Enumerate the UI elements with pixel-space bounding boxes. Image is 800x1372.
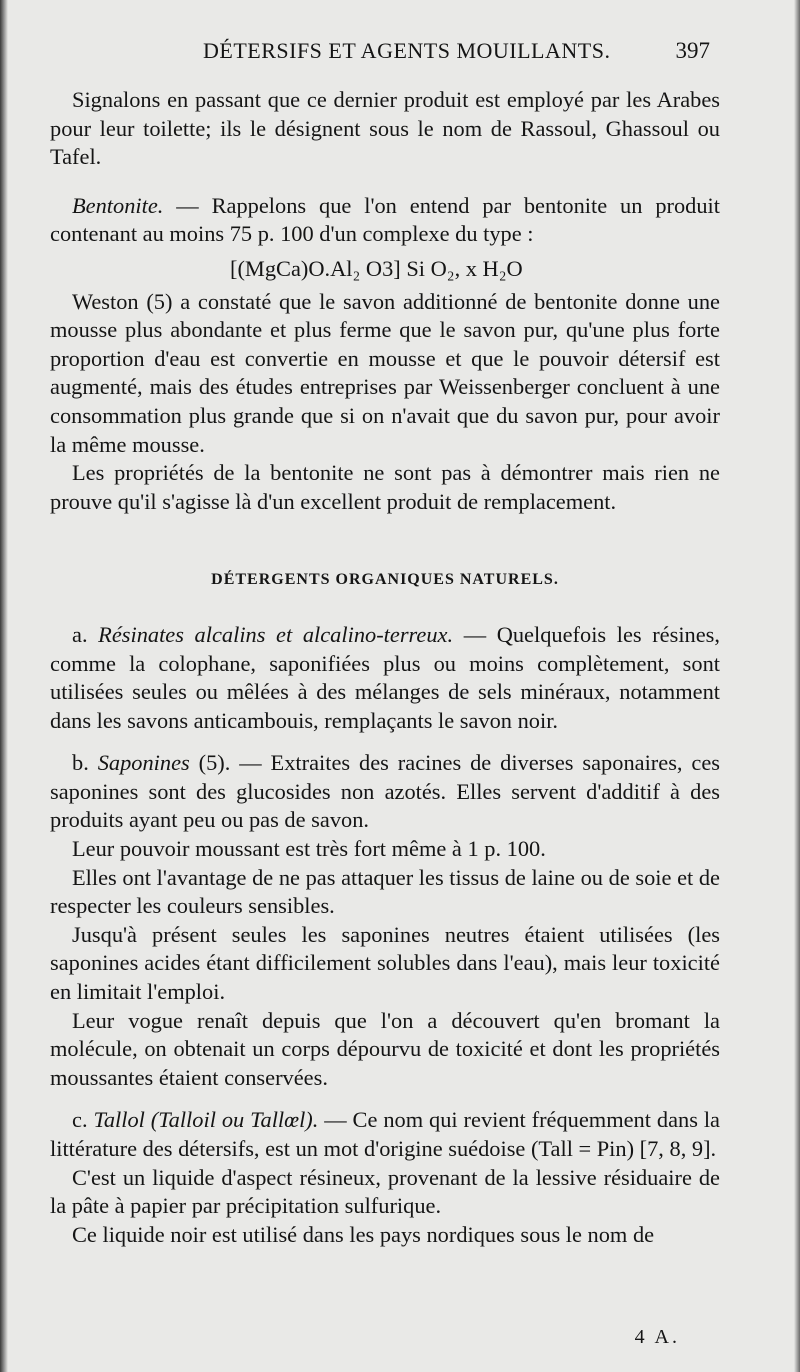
section-b-title: Saponines <box>97 750 190 776</box>
section-c-text: — Ce nom qui revient fréquemment dans la littérature des détersifs, est un mot d'origine suédoise (Tall = Pin) [7, 8, 9]. <box>50 1107 720 1161</box>
section-heading: DÉTERGENTS ORGANIQUES NATURELS. <box>211 571 559 589</box>
section-c-paragraph-2: C'est un liquide d'aspect résineux, provenant de la lessive résiduaire de la pâte à papier par précipitation sulfurique. <box>50 1164 720 1219</box>
page-edge-right <box>794 0 800 1372</box>
chemical-formula: [(MgCa)O.Al₂ O3] Si O₂, x H₂O <box>230 255 523 281</box>
section-b-paragraph-2: Leur pouvoir moussant est très fort même à 1 p. 100. <box>72 836 546 862</box>
section-c-paragraph <box>50 1106 720 1163</box>
page-body <box>50 86 720 1249</box>
section-a-text: — Quelquefois les résines, comme la colophane, saponifiées plus ou moins complètement, sont utilisées seules ou mêlées à des mélanges de sels minéraux, notamment dans les savons anticambouis, remplaçants le savon noir. <box>50 621 720 733</box>
section-b-paragraph-4: Jusqu'à présent seules les saponines neutres étaient utilisées (les saponines acides étant difficilement solubles dans l'eau), mais leur toxicité en limitait l'emploi. <box>50 921 720 1005</box>
bentonite-text: — Rappelons que l'on entend par bentonite un produit contenant au moins 75 p. 100 d'un complexe du type : <box>50 192 720 247</box>
paragraph-weston: Weston (5) a constaté que le savon additionné de bentonite donne une mousse plus abondante et plus ferme que le savon pur, qu'une plus forte proportion d'eau est convertie en mousse et que le pouvoir détersif est augmenté, mais des études entreprises par Weissenberger concluent à une consommation plus grande que si on n'avait que du savon pur, pour avoir la même mousse. <box>50 288 720 457</box>
paragraph-rassoul: Signalons en passant que ce dernier produit est employé par les Arabes pour leur toilette; ils le désignent sous le nom de Rassoul, Ghassoul ou Tafel. <box>50 87 720 170</box>
page-number: 397 <box>675 38 710 63</box>
running-title: DÉTERSIFS ET AGENTS MOUILLANTS. <box>203 38 611 63</box>
section-b-marker: b. <box>72 750 98 776</box>
page-header <box>48 38 710 72</box>
section-b-paragraph-3: Elles ont l'avantage de ne pas attaquer les tissus de laine ou de soie et de respecter les couleurs sensibles. <box>50 864 720 919</box>
section-c-title: Tallol (Talloil ou Tallœl). <box>93 1107 319 1133</box>
section-a-marker: a. <box>72 621 99 647</box>
section-c-paragraph-3: Ce liquide noir est utilisé dans les pays nordiques sous le nom de <box>72 1221 655 1247</box>
paragraph-bentonite <box>50 192 720 249</box>
section-a-paragraph <box>50 621 720 735</box>
page-edge-left <box>0 0 8 1372</box>
section-b-text: (5). — Extraites des racines de diverses saponaires, ces saponines sont des glucosides non azotés. Elles servent d'additif à des produits ayant peu ou pas de savon. <box>50 750 721 833</box>
section-a-title: Résinates alcalins et alcalino-terreux. <box>98 621 454 647</box>
section-b-paragraph <box>50 749 720 835</box>
section-c-marker: c. <box>72 1107 94 1133</box>
bentonite-label: Bentonite. <box>72 192 164 218</box>
section-b-paragraph-5: Leur vogue renaît depuis que l'on a découvert qu'en bromant la molécule, on obtenait un corps dépourvu de toxicité et dont les propriétés moussantes étaient conservées. <box>50 1007 720 1090</box>
signature-mark: 4 A. <box>634 1326 680 1348</box>
paragraph-proprietes: Les propriétés de la bentonite ne sont pas à démontrer mais rien ne prouve qu'il s'agisse là d'un excellent produit de remplacement. <box>50 460 720 514</box>
